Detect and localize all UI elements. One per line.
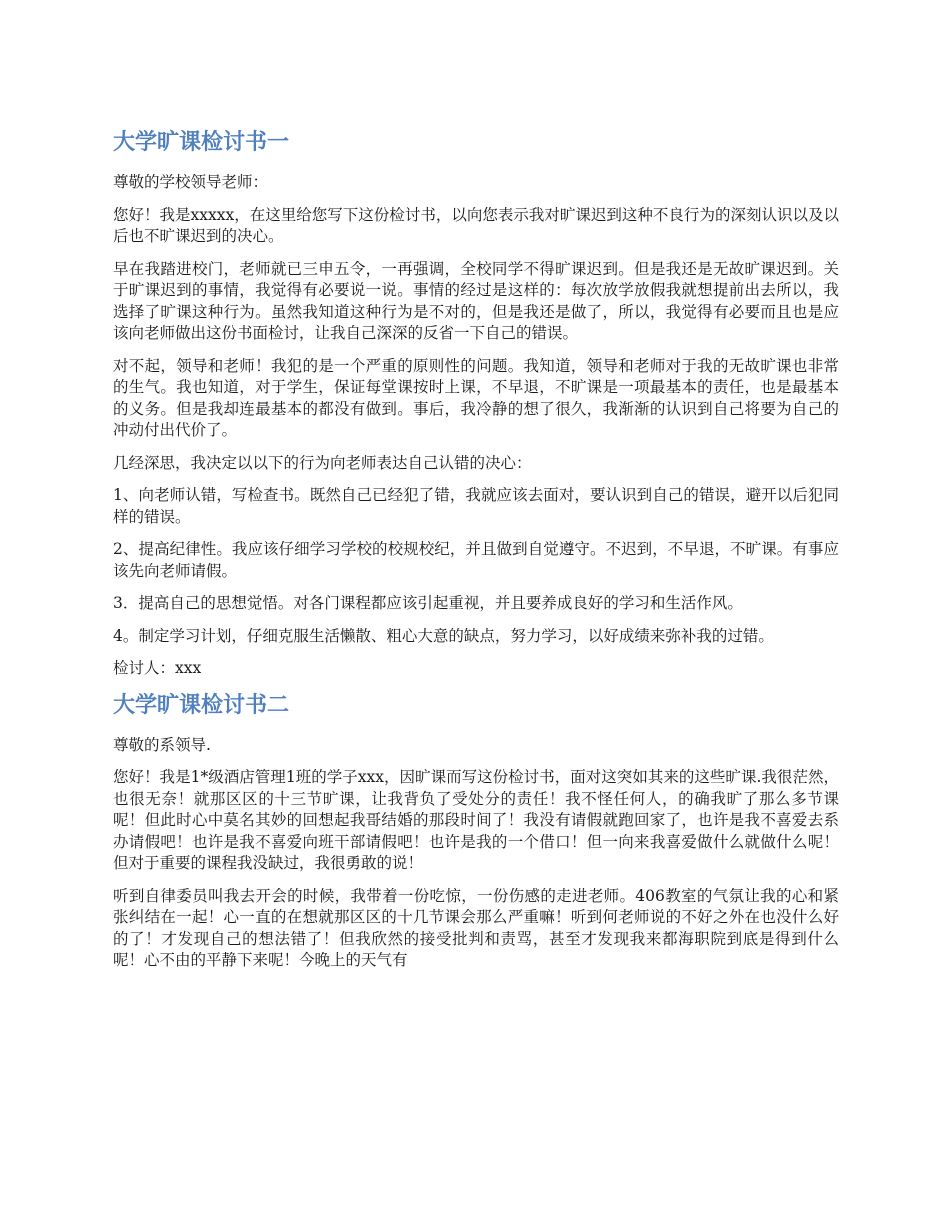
salutation: 尊敬的学校领导老师：: [113, 173, 269, 191]
paragraph: 您好！我是1*级酒店管理1班的学子xxx，因旷课而写这份检讨书，面对这突如其来的这些旷课.我很茫然，也很无奈！就那区区的十三节旷课，让我背负了受处分的责任！我不怪任何人，的确我旷了那么多节课呢！但此时心中莫名其妙的回想起我哥结婚的那段时间了！我没有请假就跑回家了，也许是我不喜爱去系办请假吧！也许是我不喜爱向班干部请假吧！也许是我的一个借口！但一向来我喜爱做什么就做什么呢！但对于重要的课程我没缺过，我很勇敢的说！: [113, 768, 839, 872]
list-item: 2、提高纪律性。我应该仔细学习学校的校规校纪，并且做到自觉遵守。不迟到，不早退，不旷课。有事应该先向老师请假。: [113, 540, 839, 580]
paragraph: 几经深思，我决定以以下的行为向老师表达自己认错的决心：: [113, 453, 532, 472]
list-item: 4。制定学习计划，仔细克服生活懒散、粗心大意的缺点，努力学习，以好成绩来弥补我的过错。: [113, 626, 774, 645]
section-2: [113, 691, 839, 972]
paragraph: 早在我踏进校门，老师就已三申五令，一再强调，全校同学不得旷课迟到。但是我还是无故旷课迟到。关于旷课迟到的事情，我觉得有必要说一说。事情的经过是这样的：每次放学放假我就想提前出去所以，我选择了旷课这种行为。虽然我知道这种行为是不对的，但是我还是做了，所以，我觉得有必要而且也是应该向老师做出这份书面检讨，让我自己深深的反省一下自己的错误。: [113, 259, 839, 342]
section-title: 大学旷课检讨书二: [113, 692, 290, 718]
list-item: 1、向老师认错，写检查书。既然自己已经犯了错，我就应该去面对，要认识到自己的错误，避开以后犯同样的错误。: [113, 486, 839, 526]
paragraph: 对不起，领导和老师！我犯的是一个严重的原则性的问题。我知道，领导和老师对于我的无故旷课也非常的生气。我也知道，对于学生，保证每堂课按时上课，不早退，不旷课是一项最基本的责任，也是最基本的义务。但是我却连最基本的都没有做到。事后，我冷静的想了很久，我渐渐的认识到自己将要为自己的冲动付出代价了。: [113, 356, 839, 439]
salutation: 尊敬的系领导.: [113, 735, 211, 754]
section-1: [113, 128, 839, 680]
signature-line: 检讨人：xxx: [113, 659, 202, 677]
paragraph: 您好！我是xxxxx，在这里给您写下这份检讨书，以向您表示我对旷课迟到这种不良行为的深刻认识以及以后也不旷课迟到的决心。: [113, 205, 839, 245]
document-page: [113, 128, 839, 983]
list-item: 3．提高自己的思想觉悟。对各门课程都应该引起重视，并且要养成良好的学习和生活作风。: [113, 594, 743, 612]
paragraph: 听到自律委员叫我去开会的时候，我带着一份吃惊，一份伤感的走进老师。406教室的气氛让我的心和紧张纠结在一起！心一直的在想就那区区的十几节课会那么严重嘛！听到何老师说的不好之外在也没什么好的了！才发现自己的想法错了！但我欣然的接受批判和责骂，甚至才发现我来都海职院到底是得到什么呢！心不由的平静下来呢！今晚上的天气有: [113, 886, 839, 969]
section-title: 大学旷课检讨书一: [113, 130, 290, 155]
